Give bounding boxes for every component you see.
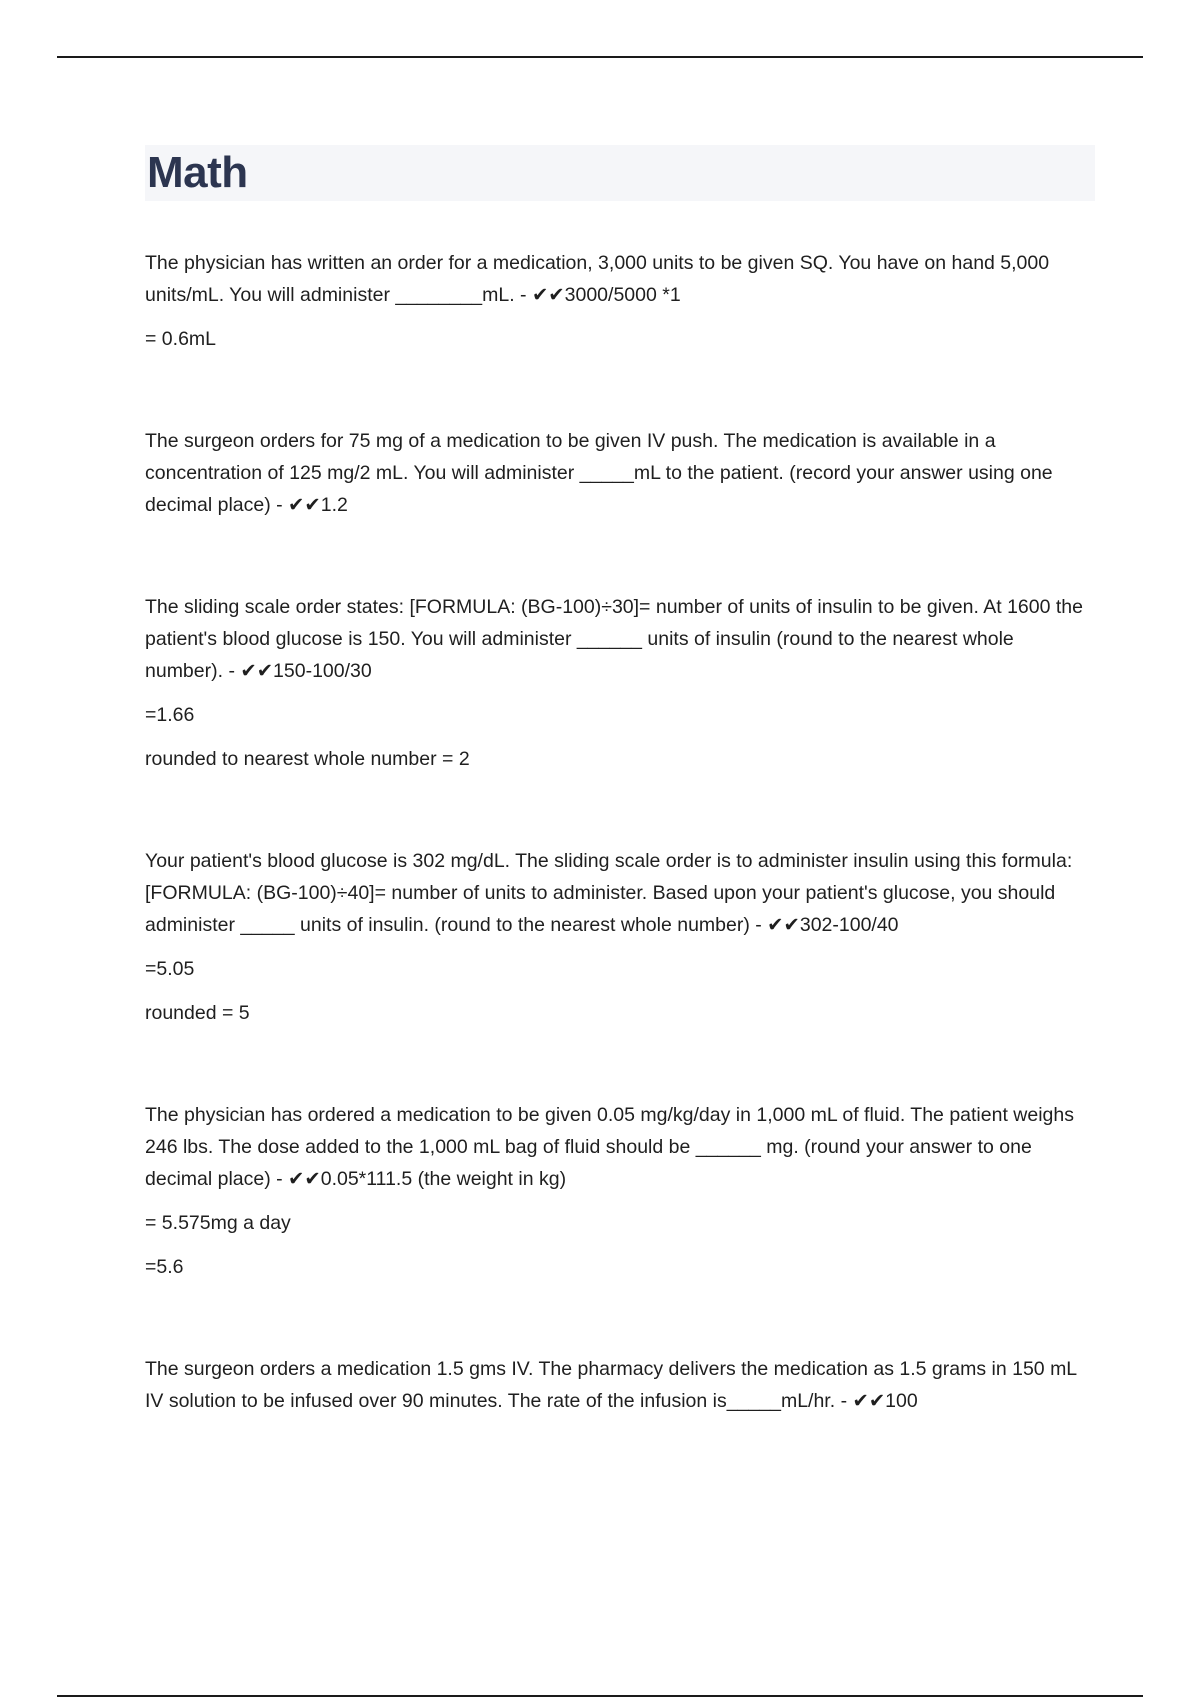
page-title: Math <box>147 148 248 197</box>
question-block <box>145 845 1095 1029</box>
answer-line: rounded = 5 <box>145 1002 250 1024</box>
question-text: The sliding scale order states: [FORMULA: (BG-100)÷30]= number of units of insulin to be given. At 1600 the patient's blood glucose is 150. You will administer ______ units of insulin (round to the nearest whole number). - ✔✔150-100/30 <box>145 596 1083 682</box>
answer-line: =5.6 <box>145 1256 184 1278</box>
answer-line: =1.66 <box>145 704 195 726</box>
document-body <box>145 145 1095 1487</box>
bottom-rule <box>57 1695 1143 1697</box>
top-rule <box>57 56 1143 58</box>
question-text: The surgeon orders a medication 1.5 gms IV. The pharmacy delivers the medication as 1.5 grams in 150 mL IV solution to be infused over 90 minutes. The rate of the infusion is_____mL/hr. - ✔✔100 <box>145 1358 1077 1412</box>
question-block <box>145 425 1095 521</box>
answer-line: =5.05 <box>145 958 195 980</box>
answer-line: = 5.575mg a day <box>145 1212 291 1234</box>
question-block <box>145 591 1095 775</box>
answer-line: = 0.6mL <box>145 328 217 350</box>
question-block <box>145 1099 1095 1283</box>
question-text: The surgeon orders for 75 mg of a medication to be given IV push. The medication is available in a concentration of 125 mg/2 mL. You will administer _____mL to the patient. (record your answer using one decimal place) - ✔✔1.2 <box>145 430 1053 516</box>
question-block <box>145 1353 1095 1417</box>
question-text: The physician has ordered a medication to be given 0.05 mg/kg/day in 1,000 mL of fluid. The patient weighs 246 lbs. The dose added to the 1,000 mL bag of fluid should be ______ mg. (round your answer to one decimal place) - ✔✔0.05*111.5 (the weight in kg) <box>145 1104 1074 1190</box>
question-block <box>145 247 1095 355</box>
question-text: Your patient's blood glucose is 302 mg/dL. The sliding scale order is to administer insulin using this formula: [FORMULA: (BG-100)÷40]= number of units to administer. Based upon your patient's glucose, you should administer _____ units of insulin. (round to the nearest whole number) - ✔✔302-100/40 <box>145 850 1073 936</box>
answer-line: rounded to nearest whole number = 2 <box>145 748 470 770</box>
question-list <box>145 247 1095 1417</box>
heading-banner <box>145 145 1095 201</box>
question-text: The physician has written an order for a medication, 3,000 units to be given SQ. You have on hand 5,000 units/mL. You will administer ________mL. - ✔✔3000/5000 *1 <box>145 252 1050 306</box>
